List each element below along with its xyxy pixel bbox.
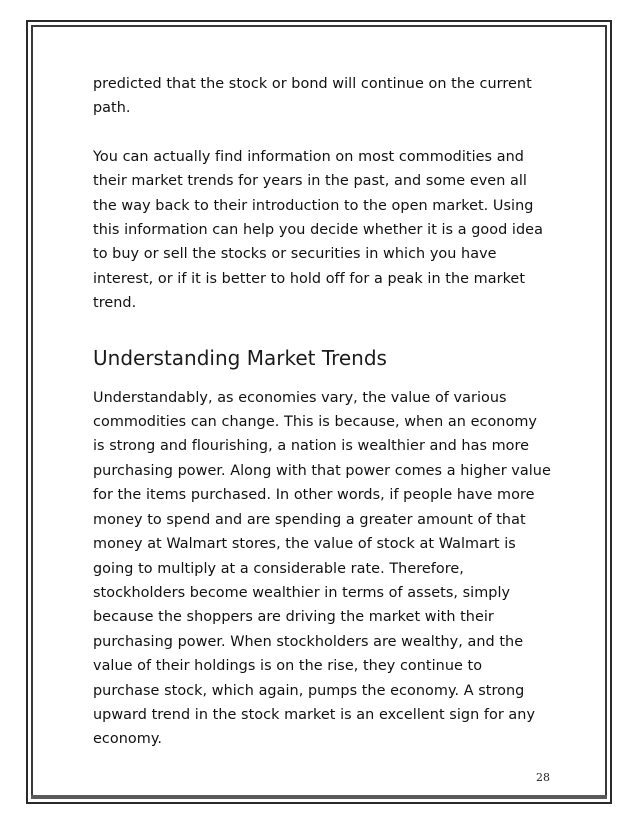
section-heading: Understanding Market Trends xyxy=(93,345,387,370)
paragraph-spacer xyxy=(93,316,553,340)
page-number: 28 xyxy=(536,771,550,784)
paragraph-economies: Understandably, as economies vary, the value of various commodities can change. This is because, when an economy is strong and flourishing, a nation is wealthier and has more purchasing power. Along with that power comes a higher value for the items purchased. In other words, if people have more money to spend and are spending a greater amount of that money at Walmart stores, the value of stock at Walmart is going to multiply at a considerable rate. Therefore, stockholders become wealthier in terms of assets, simply because the shoppers are driving the market with their purchasing power. When stockholders are wealthy, and the value of their holdings is on the rise, they continue to purchase stock, which again, pumps the economy. A strong upward trend in the stock market is an excellent sign for any economy. xyxy=(93,389,551,748)
paragraph-spacer xyxy=(93,121,553,145)
paragraph-commodities-info: You can actually find information on most commodities and their market trends for years in the past, and some even all the way back to their introduction to the open market. Using this information can help you decide whether it is a good idea to buy or sell the stocks or securities in which you have interest, or if it is better to hold off for a peak in the market trend. xyxy=(93,148,543,312)
page-content xyxy=(93,72,553,752)
page-border-shadow xyxy=(31,795,607,799)
paragraph-continued: predicted that the stock or bond will continue on the current path. xyxy=(93,76,532,117)
